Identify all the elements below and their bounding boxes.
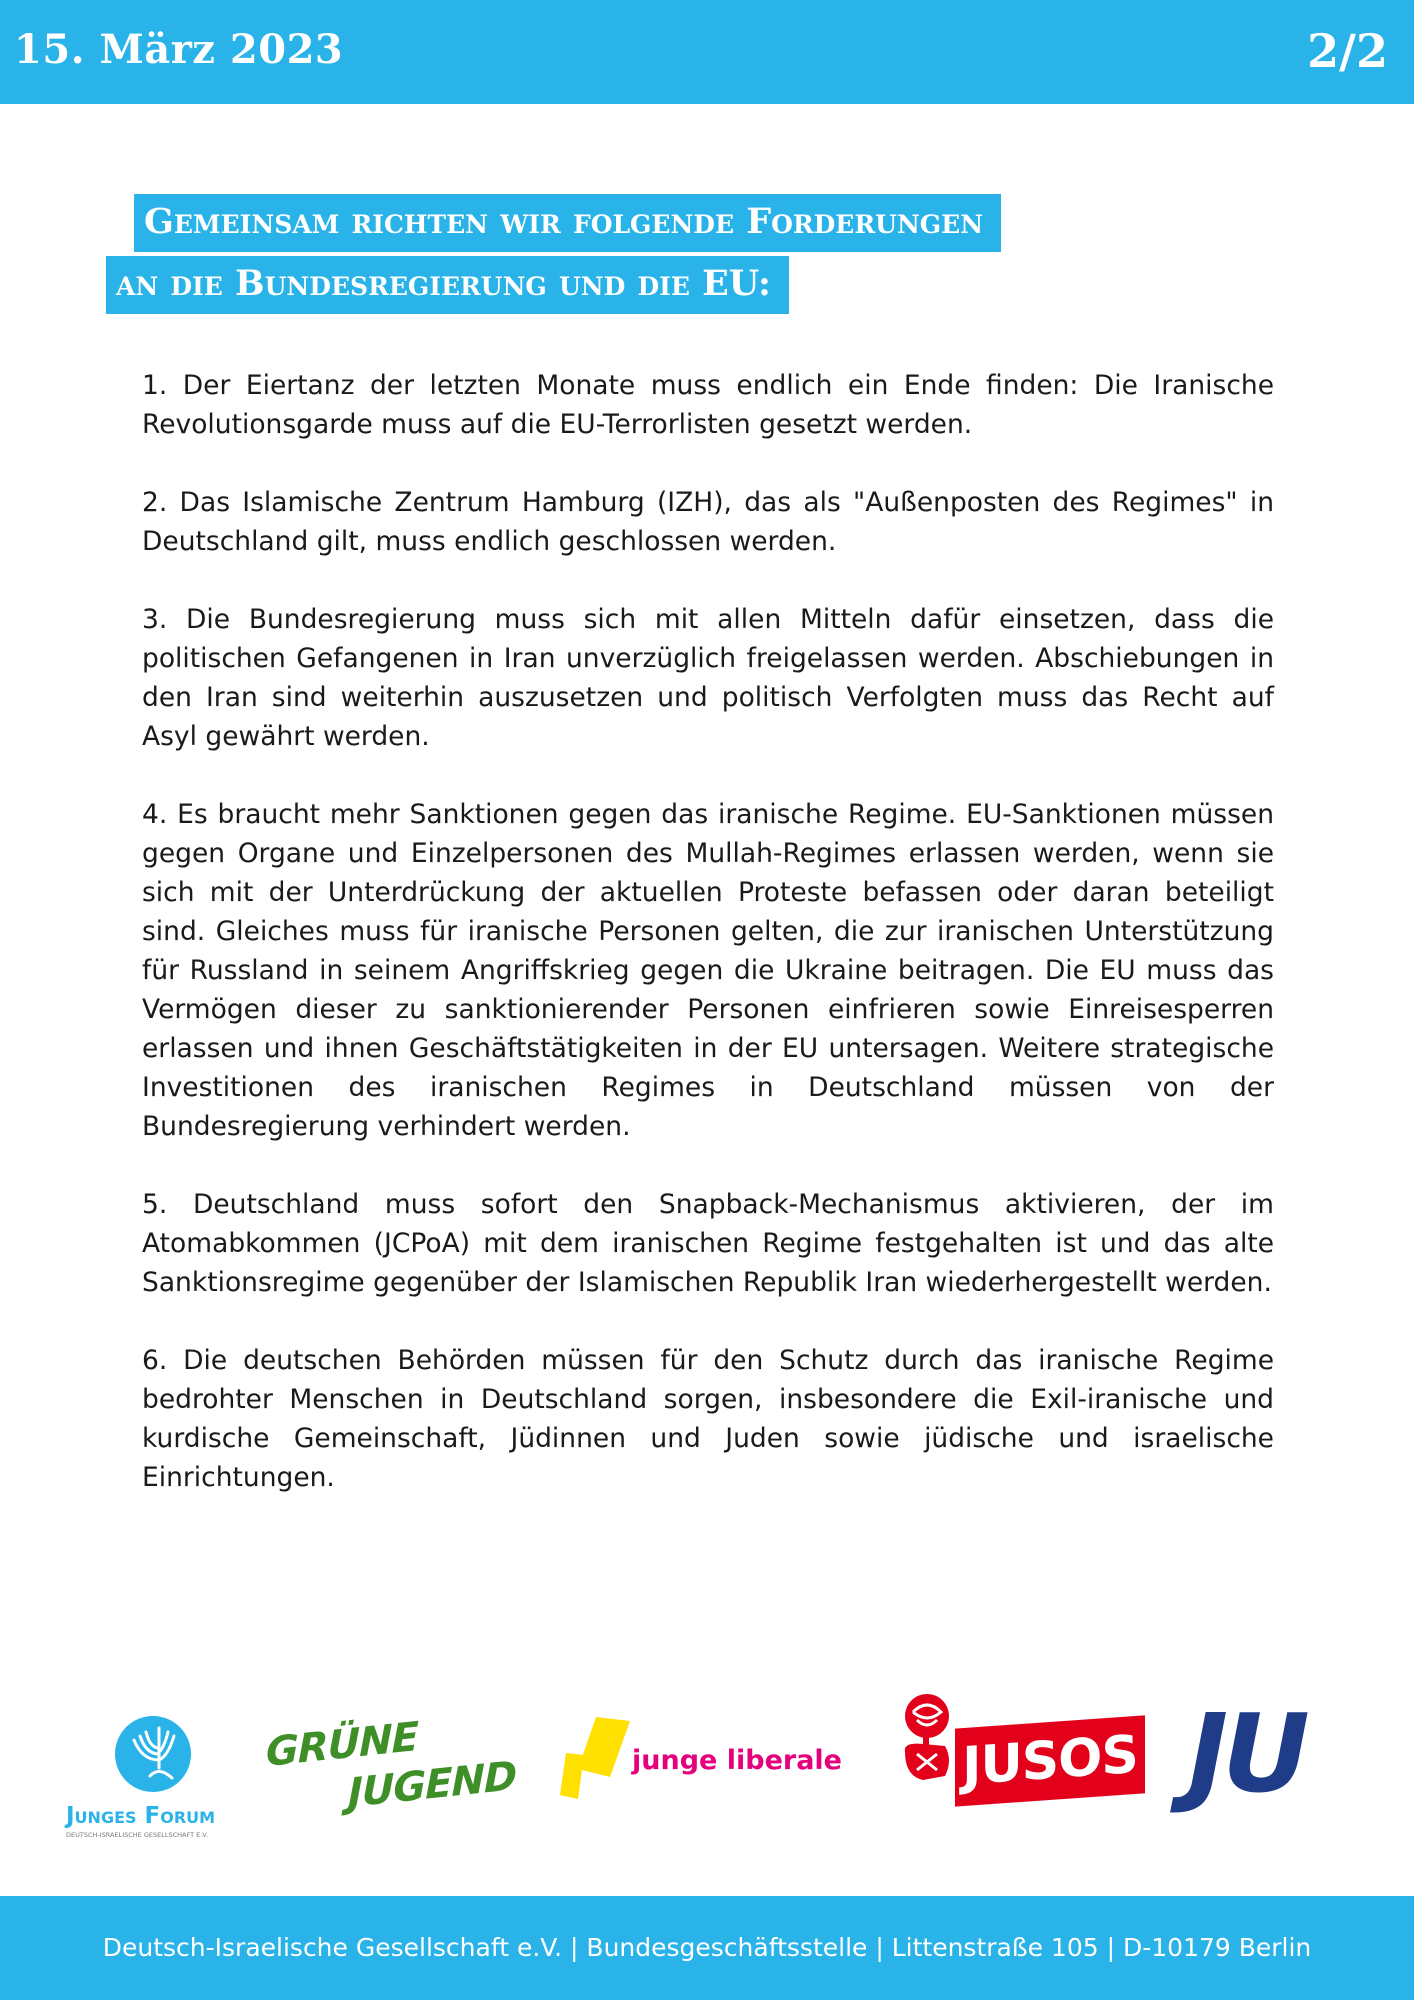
julis-mark-icon [560, 1715, 632, 1805]
jusos-logo [893, 1690, 1153, 1815]
junge-liberale-logo [560, 1715, 870, 1815]
junges-forum-emblem-icon [62, 1708, 252, 1800]
demands-list [142, 366, 1274, 1536]
junges-forum-subtitle: DEUTSCH-ISRAELISCHE GESELLSCHAFT E.V. [66, 1831, 208, 1839]
gruene-jugend-line-2: JUGEND [348, 1753, 517, 1817]
gruene-jugend-logo [266, 1714, 536, 1822]
demand-item: 2. Das Islamische Zentrum Hamburg (IZH), das als "Außenposten des Regimes" in Deutschland gilt, muss endlich geschlossen werden. [142, 487, 1274, 557]
ju-logo [1180, 1692, 1370, 1817]
junges-forum-logo [62, 1708, 252, 1843]
partner-logos [0, 1690, 1414, 1850]
jusos-banner [955, 1715, 1145, 1806]
header-date: 15. März 2023 [14, 26, 344, 73]
ju-name: JU [1188, 1692, 1304, 1817]
page-number: 2/2 [1307, 24, 1388, 78]
heading-line-1: Gemeinsam richten wir folgende Forderungen [134, 194, 1001, 252]
demand-item: 6. Die deutschen Behörden müssen für den Schutz durch das iranische Regime bedrohter Menschen in Deutschland sorgen, insbesondere die Exil-iranische und kurdische Gemeinschaft, Jüdinnen und Juden sowie jüdische und israelische Einrichtungen. [142, 1345, 1274, 1493]
demand-item: 4. Es braucht mehr Sanktionen gegen das iranische Regime. EU-Sanktionen müssen gegen Organe und Einzelpersonen des Mullah-Regimes erlassen werden, wenn sie sich mit der Unterdrückung der aktuellen Proteste befassen oder daran beteiligt sind. Gleiches muss für iranische Personen gelten, die zur iranischen Unterstützung für Russland in seinem Angriffskrieg gegen die Ukraine beitragen. Die EU muss das Vermögen dieser zu sanktionierender Personen einfrieren sowie Einreisesperren erlassen und ihnen Geschäftstätigkeiten in der EU untersagen. Weitere strategische Investitionen des iranischen Regimes in Deutschland müssen von der Bundesregierung verhindert werden. [142, 799, 1274, 1142]
demand-item: 5. Deutschland muss sofort den Snapback-Mechanismus aktivieren, der im Atomabkommen (JCPoA) mit dem iranischen Regime festgehalten ist und das alte Sanktionsregime gegenüber der Islamischen Republik Iran wiederhergestellt werden. [142, 1189, 1274, 1298]
jusos-name: JUSOS [962, 1724, 1138, 1798]
demand-item: 1. Der Eiertanz der letzten Monate muss endlich ein Ende finden: Die Iranische Revolutionsgarde muss auf die EU-Terrorlisten gesetzt werden. [142, 370, 1274, 440]
footer-address: Deutsch-Israelische Gesellschaft e.V. | Bundesgeschäftsstelle | Littenstraße 105 | D-10179 Berlin [102, 1933, 1312, 1962]
junge-liberale-name: junge liberale [632, 1745, 842, 1776]
gruene-jugend-line-1: GRÜNE [266, 1714, 418, 1776]
junges-forum-name: Junges Forum [66, 1803, 216, 1829]
demand-item: 3. Die Bundesregierung muss sich mit allen Mitteln dafür einsetzen, dass die politischen Gefangenen in Iran unverzüglich freigelassen werden. Abschiebungen in den Iran sind weiterhin auszusetzen und politisch Verfolgten muss das Recht auf Asyl gewährt werden. [142, 604, 1274, 752]
header-bar [0, 0, 1414, 104]
footer-bar [0, 1896, 1414, 2000]
heading-line-2: an die Bundesregierung und die EU: [106, 256, 789, 314]
